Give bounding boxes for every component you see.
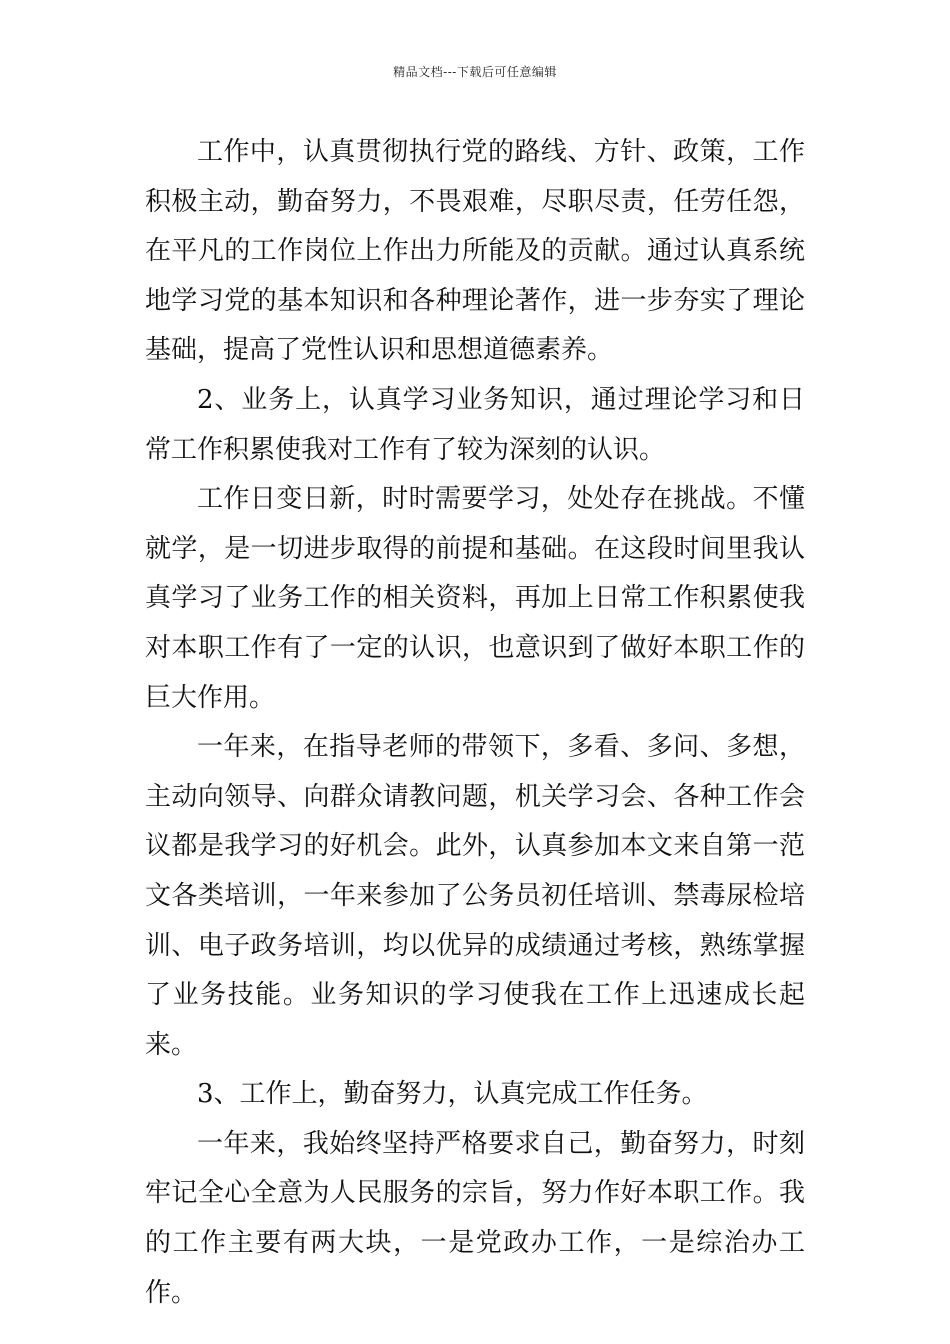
paragraph-1: 工作中，认真贯彻执行党的路线、方针、政策，工作积极主动，勤奋努力，不畏艰难，尽职尽责，任劳任怨，在平凡的工作岗位上作出力所能及的贡献。通过认真系统地学习党的基本知识和各种理论著作，进一步夯实了理论基础，提高了党性认识和思想道德素养。 bbox=[145, 137, 805, 366]
paragraph-3: 工作日变日新，时时需要学习，处处存在挑战。不懂就学，是一切进步取得的前提和基础。在这段时间里我认真学习了业务工作的相关资料，再加上日常工作积累使我对本职工作有了一定的认识，也意识到了做好本职工作的巨大作用。 bbox=[145, 484, 805, 713]
paragraph-5: 3、工作上，勤奋努力，认真完成工作任务。 bbox=[197, 1079, 708, 1110]
page-header: 精品文档---下载后可任意编辑 bbox=[393, 65, 557, 79]
paragraph-2: 2、业务上，认真学习业务知识，通过理论学习和日常工作积累使我对工作有了较为深刻的认识。 bbox=[145, 384, 805, 465]
paragraph-4: 一年来，在指导老师的带领下，多看、多问、多想，主动向领导、向群众请教问题，机关学习会、各种工作会议都是我学习的好机会。此外，认真参加本文来自第一范文各类培训，一年来参加了公务员初任培训、禁毒尿检培训、电子政务培训，均以优异的成绩通过考核，熟练掌握了业务技能。业务知识的学习使我在工作上迅速成长起来。 bbox=[145, 732, 805, 1060]
paragraph-6: 一年来，我始终坚持严格要求自己，勤奋努力，时刻牢记全心全意为人民服务的宗旨，努力作好本职工作。我的工作主要有两大块，一是党政办工作，一是综治办工作。 bbox=[145, 1128, 805, 1308]
document-body bbox=[145, 128, 805, 1318]
